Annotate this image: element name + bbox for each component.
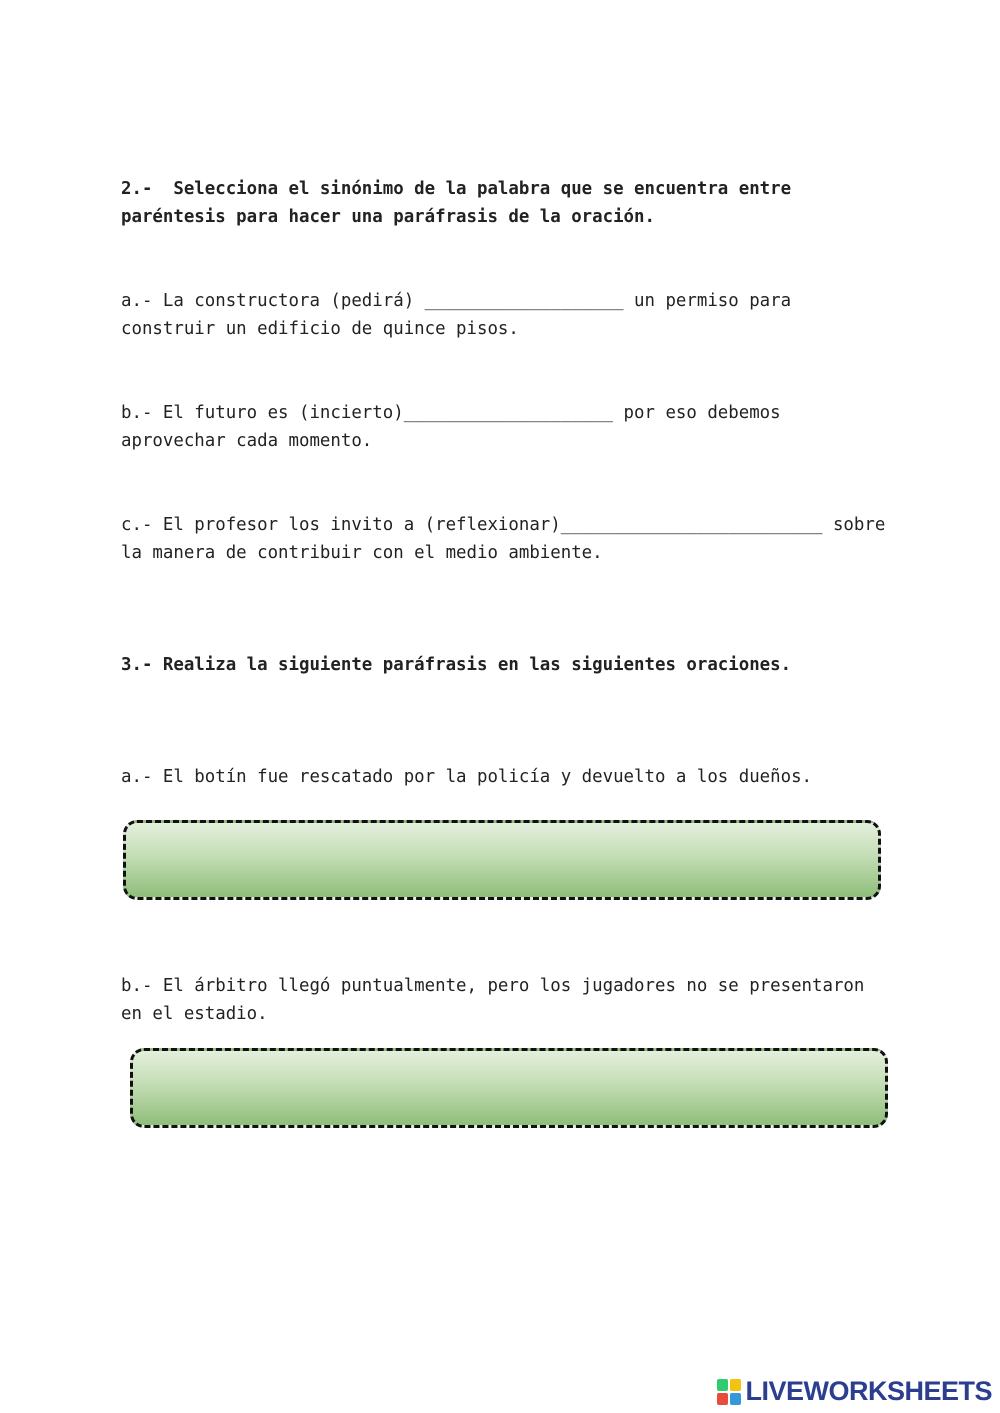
section-3-item-a: a.- El botín fue rescatado por la policía y devuelto a los dueños. <box>121 767 813 787</box>
section-2-item-b: b.- El futuro es (incierto)____________________ por eso debemos aprovechar cada momento. <box>121 403 792 451</box>
liveworksheets-logo-text: LIVEWORKSHEETS <box>745 1376 992 1406</box>
answer-box-a[interactable] <box>123 820 881 900</box>
section-3-item-b: b.- El árbitro llegó puntualmente, pero los jugadores no se presentaron en el estadio. <box>121 976 875 1024</box>
liveworksheets-logo <box>717 1376 992 1407</box>
section-3-title: 3.- Realiza la siguiente paráfrasis en las siguientes oraciones. <box>121 655 792 675</box>
section-2-item-c: c.- El profesor los invito a (reflexionar)_________________________ sobre la manera de contribuir con el medio ambiente. <box>121 515 896 563</box>
section-2-item-a: a.- La constructora (pedirá) ___________________ un permiso para construir un edificio de quince pisos. <box>121 291 802 339</box>
answer-box-b[interactable] <box>130 1048 888 1128</box>
liveworksheets-logo-icon <box>717 1379 741 1405</box>
section-2-title: 2.- Selecciona el sinónimo de la palabra que se encuentra entre paréntesis para hacer una paráfrasis de la oración. <box>121 179 802 227</box>
